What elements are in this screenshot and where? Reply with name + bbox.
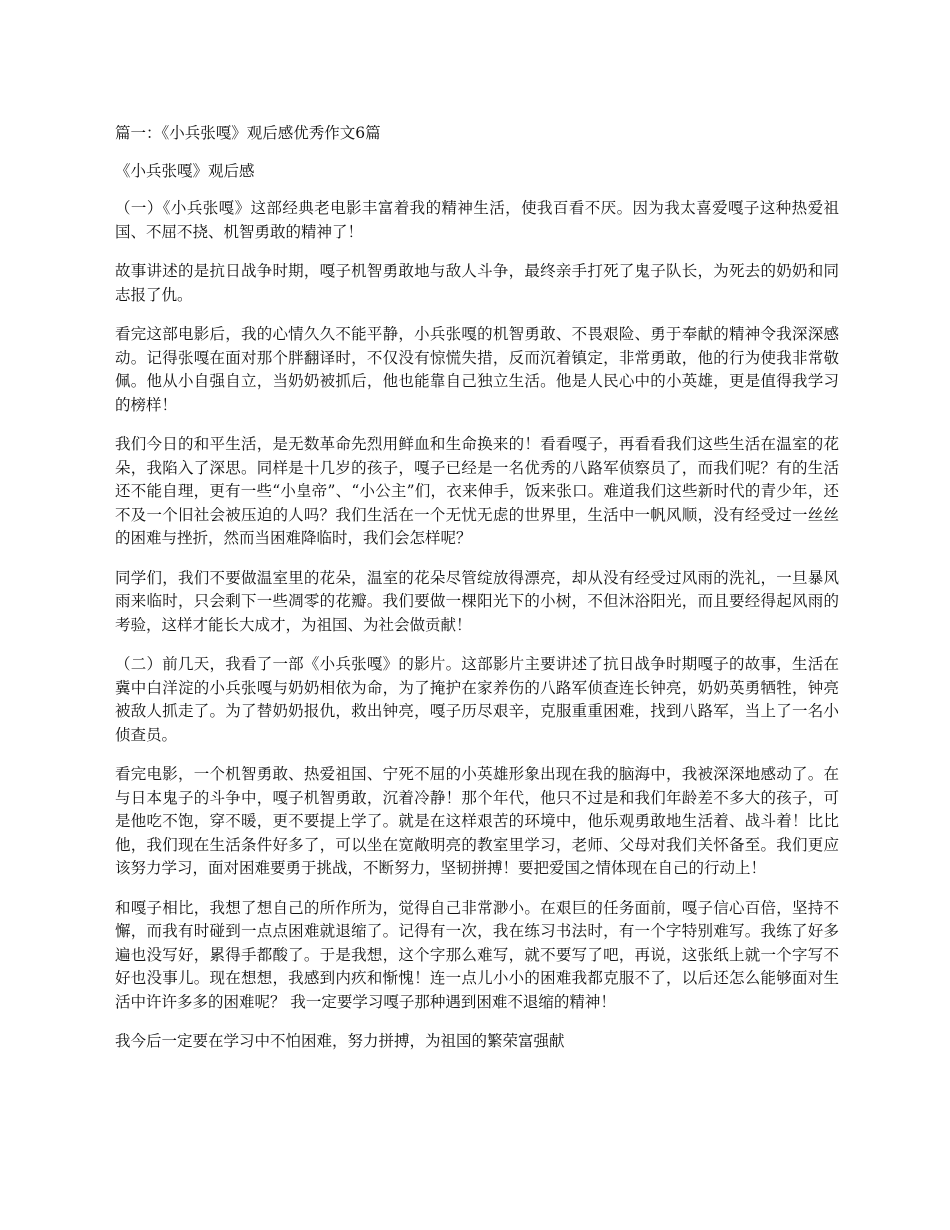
paragraph: 我今后一定要在学习中不怕困难，努力拼搏，为祖国的繁荣富强献: [115, 1032, 565, 1050]
paragraph: 看完这部电影后，我的心情久久不能平静，小兵张嘎的机智勇敢、不畏艰险、勇于奉献的精神令我深深感动。记得张嘎在面对那个胖翻译时，不仅没有惊慌失措，反而沉着镇定，非常勇敢，他的行为使我非常敬佩。他从小自强自立，当奶奶被抓后，他也能靠自己独立生活。他是人民心中的小英雄，更是值得我学习的榜样！: [115, 325, 839, 414]
document-subtitle: 《小兵张嘎》观后感: [115, 161, 255, 180]
document-title: 篇一：《小兵张嘎》观后感优秀作文6篇: [115, 124, 381, 142]
paragraph: 我们今日的和平生活，是无数革命先烈用鲜血和生命换来的！看看嘎子，再看看我们这些生活在温室的花朵，我陷入了深思。同样是十几岁的孩子，嘎子已经是一名优秀的八路军侦察员了，而我们呢？有的生活还不能自理，更有一些“小皇帝”、“小公主”们，衣来伸手，饭来张口。难道我们这些新时代的青少年，还不及一个旧社会被压迫的人吗？我们生活在一个无忧无虑的世界里，生活中一帆风顺，没有经受过一丝丝的困难与挫折，然而当困难降临时，我们会怎样呢？: [115, 435, 839, 547]
paragraph: 同学们，我们不要做温室里的花朵，温室的花朵尽管绽放得漂亮，却从没有经受过风雨的洗礼，一旦暴风雨来临时，只会剩下一些凋零的花瓣。我们要做一棵阳光下的小树，不但沐浴阳光，而且要经得起风雨的考验，这样才能长大成才，为祖国、为社会做贡献！: [115, 568, 839, 634]
paragraph: 和嘎子相比，我想了想自己的所作所为，觉得自己非常渺小。在艰巨的任务面前，嘎子信心百倍，坚持不懈，而我有时碰到一点点困难就退缩了。记得有一次，我在练习书法时，有一个字特别难写。我练了好多遍也没写好，累得手都酸了。于是我想，这个字那么难写，就不要写了吧，再说，这张纸上就一个字写不好也没事儿。现在想想，我感到内疚和惭愧！连一点儿小小的困难我都克服不了，以后还怎么能够面对生活中许许多多的困难呢？ 我一定要学习嘎子那种遇到困难不退缩的精神！: [115, 898, 839, 1011]
paragraph: 看完电影，一个机智勇敢、热爱祖国、宁死不屈的小英雄形象出现在我的脑海中，我被深深地感动了。在与日本鬼子的斗争中，嘎子机智勇敢，沉着冷静！那个年代，他只不过是和我们年龄差不多大的孩子，可是他吃不饱，穿不暖，更不要提上学了。就是在这样艰苦的环境中，他乐观勇敢地生活着、战斗着！比比他，我们现在生活条件好多了，可以坐在宽敞明亮的教室里学习，老师、父母对我们关怀备至。我们更应该努力学习，面对困难要勇于挑战，不断努力，坚韧拼搏！要把爱国之情体现在自己的行动上！: [115, 765, 839, 877]
paragraph: （二）前几天，我看了一部《小兵张嘎》的影片。这部影片主要讲述了抗日战争时期嘎子的故事，生活在冀中白洋淀的小兵张嘎与奶奶相依为命，为了掩护在家养伤的八路军侦查连长钟亮，奶奶英勇牺牲，钟亮被敌人抓走了。为了替奶奶报仇，救出钟亮，嘎子历尽艰辛，克服重重困难，找到八路军，当上了一名小侦查员。: [115, 655, 839, 744]
paragraph: 故事讲述的是抗日战争时期，嘎子机智勇敢地与敌人斗争，最终亲手打死了鬼子队长，为死去的奶奶和同志报了仇。: [115, 262, 839, 304]
document-page: [115, 122, 839, 1070]
paragraph: （一）《小兵张嘎》这部经典老电影丰富着我的精神生活，使我百看不厌。因为我太喜爱嘎子这种热爱祖国、不屈不挠、机智勇敢的精神了！: [115, 199, 839, 241]
